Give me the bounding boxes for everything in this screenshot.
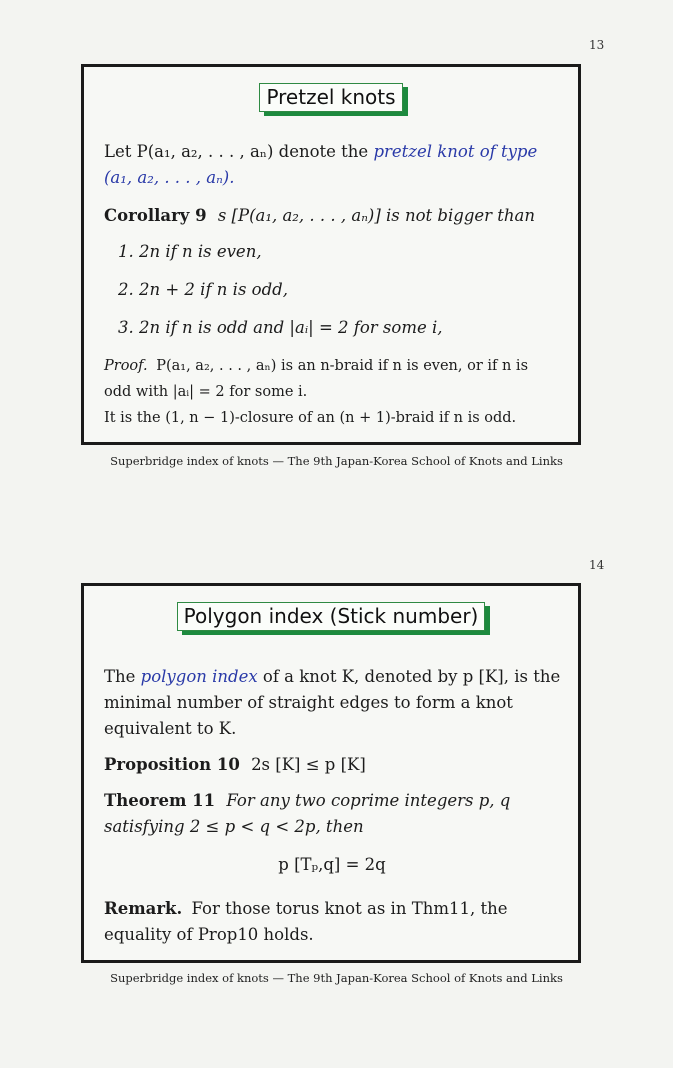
proof-line-3: It is the (1, n − 1)-closure of an (n + 1)-braid if n is odd. [104,410,517,426]
definition-line-2: minimal number of straight edges to form a knot [104,693,513,712]
corollary-statement: s [P(a₁, a₂, . . . , aₙ)] is not bigger than [217,206,536,225]
slide-footer: Superbridge index of knots — The 9th Japan-Korea School of Knots and Links [110,971,563,985]
definition-text: The [104,667,141,686]
remark-line-2: equality of Prop10 holds. [104,925,314,944]
definition-line-3: equivalent to K. [104,719,237,738]
theorem-statement: For any two coprime integers p, q [226,791,511,810]
proposition-statement: 2s [K] ≤ p [K] [251,755,366,774]
proposition-label: Proposition 10 [104,755,240,774]
page-number: 14 [589,558,605,572]
remark-text: For those torus knot as in Thm11, the [191,899,508,918]
theorem-formula: p [Tₚ,q] = 2q [278,855,386,874]
definition-line [104,664,560,690]
list-item: 3. 2n if n is odd and |aᵢ| = 2 for some i, [118,318,443,337]
list-item: 2. 2n + 2 if n is odd, [118,280,288,299]
corollary-label: Corollary 9 [104,206,207,225]
definition-text-2: of a knot K, denoted by p [K], is the [257,667,561,686]
slide-14 [81,583,581,963]
pretzel-knot-term: pretzel knot of type [373,142,538,161]
slide-13 [81,64,581,445]
corollary [104,203,535,229]
intro-line-2: (a₁, a₂, . . . , aₙ). [104,168,235,187]
polygon-index-term: polygon index [140,667,258,686]
proof-text: P(a₁, a₂, . . . , aₙ) is an n-braid if n is even, or if n is [156,358,529,374]
list-item: 1. 2n if n is even, [118,242,262,261]
intro-line [104,139,537,165]
proof-line [104,353,528,379]
proof-label: Proof. [104,358,148,374]
theorem-line-2: satisfying 2 ≤ p < q < 2p, then [104,817,364,836]
remark [104,896,507,922]
remark-label: Remark. [104,899,183,918]
intro-text: Let P(a₁, a₂, . . . , aₙ) denote the [104,142,374,161]
proof-line-2: odd with |aᵢ| = 2 for some i. [104,384,308,400]
proposition [104,752,366,778]
theorem [104,788,510,814]
page-number: 13 [589,38,605,52]
theorem-label: Theorem 11 [104,791,216,810]
slide-footer: Superbridge index of knots — The 9th Japan-Korea School of Knots and Links [110,454,563,468]
slide-title: Polygon index (Stick number) [177,602,486,631]
slide-title: Pretzel knots [259,83,402,112]
